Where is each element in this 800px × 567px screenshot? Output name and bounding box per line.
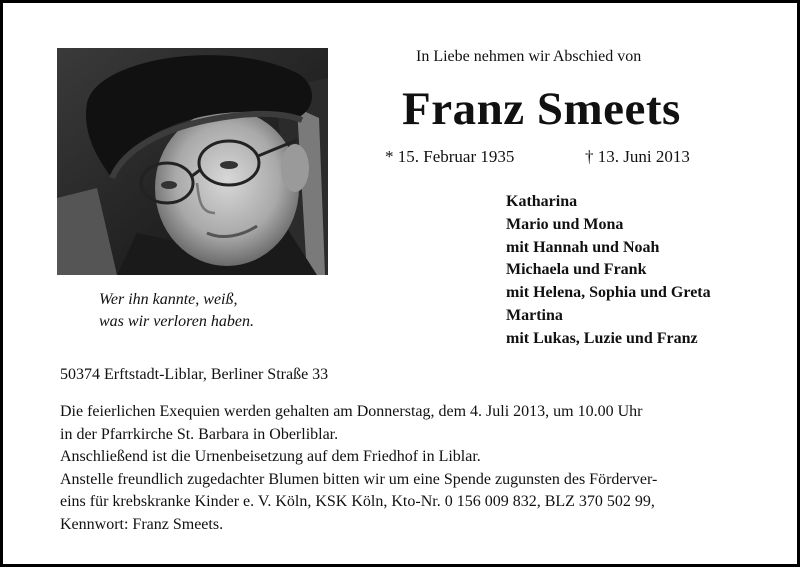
mourner-line: Michaela und Frank <box>506 261 647 279</box>
death-date: † 13. Juni 2013 <box>585 147 690 166</box>
details-line: Kennwort: Franz Smeets. <box>60 515 224 533</box>
mourner-line: mit Helena, Sophia und Greta <box>506 284 711 302</box>
birth-date: * 15. Februar 1935 <box>385 147 515 166</box>
intro-text: In Liebe nehmen wir Abschied von <box>416 48 642 65</box>
address: 50374 Erftstadt-Liblar, Berliner Straße 33 <box>60 366 329 383</box>
details-line: Anstelle freundlich zugedachter Blumen bitten wir um eine Spende zugunsten des Förderver- <box>60 470 658 488</box>
details-line: Die feierlichen Exequien werden gehalten am Donnerstag, dem 4. Juli 2013, um 10.00 Uhr <box>60 403 643 420</box>
quote-line-2: was wir verloren haben. <box>99 313 254 330</box>
portrait-image <box>57 48 328 275</box>
details-line: eins für krebskranke Kinder e. V. Köln, KSK Köln, Kto-Nr. 0 156 009 832, BLZ 370 502 99, <box>60 493 655 511</box>
deceased-name: Franz Smeets <box>402 83 681 135</box>
mourner-line: mit Hannah und Noah <box>506 238 660 256</box>
portrait-photo <box>57 48 328 275</box>
quote <box>99 289 254 333</box>
mourners-list <box>506 191 711 351</box>
mourner-line: Martina <box>506 306 563 324</box>
mourner-line: Katharina <box>506 193 578 210</box>
service-details <box>60 401 657 537</box>
quote-line-1: Wer ihn kannte, weiß, <box>99 291 238 308</box>
details-line: in der Pfarrkirche St. Barbara in Oberliblar. <box>60 425 339 443</box>
details-line: Anschließend ist die Urnenbeisetzung auf dem Friedhof in Liblar. <box>60 448 481 466</box>
mourner-line: mit Lukas, Luzie und Franz <box>506 329 698 347</box>
mourner-line: Mario und Mona <box>506 215 624 233</box>
